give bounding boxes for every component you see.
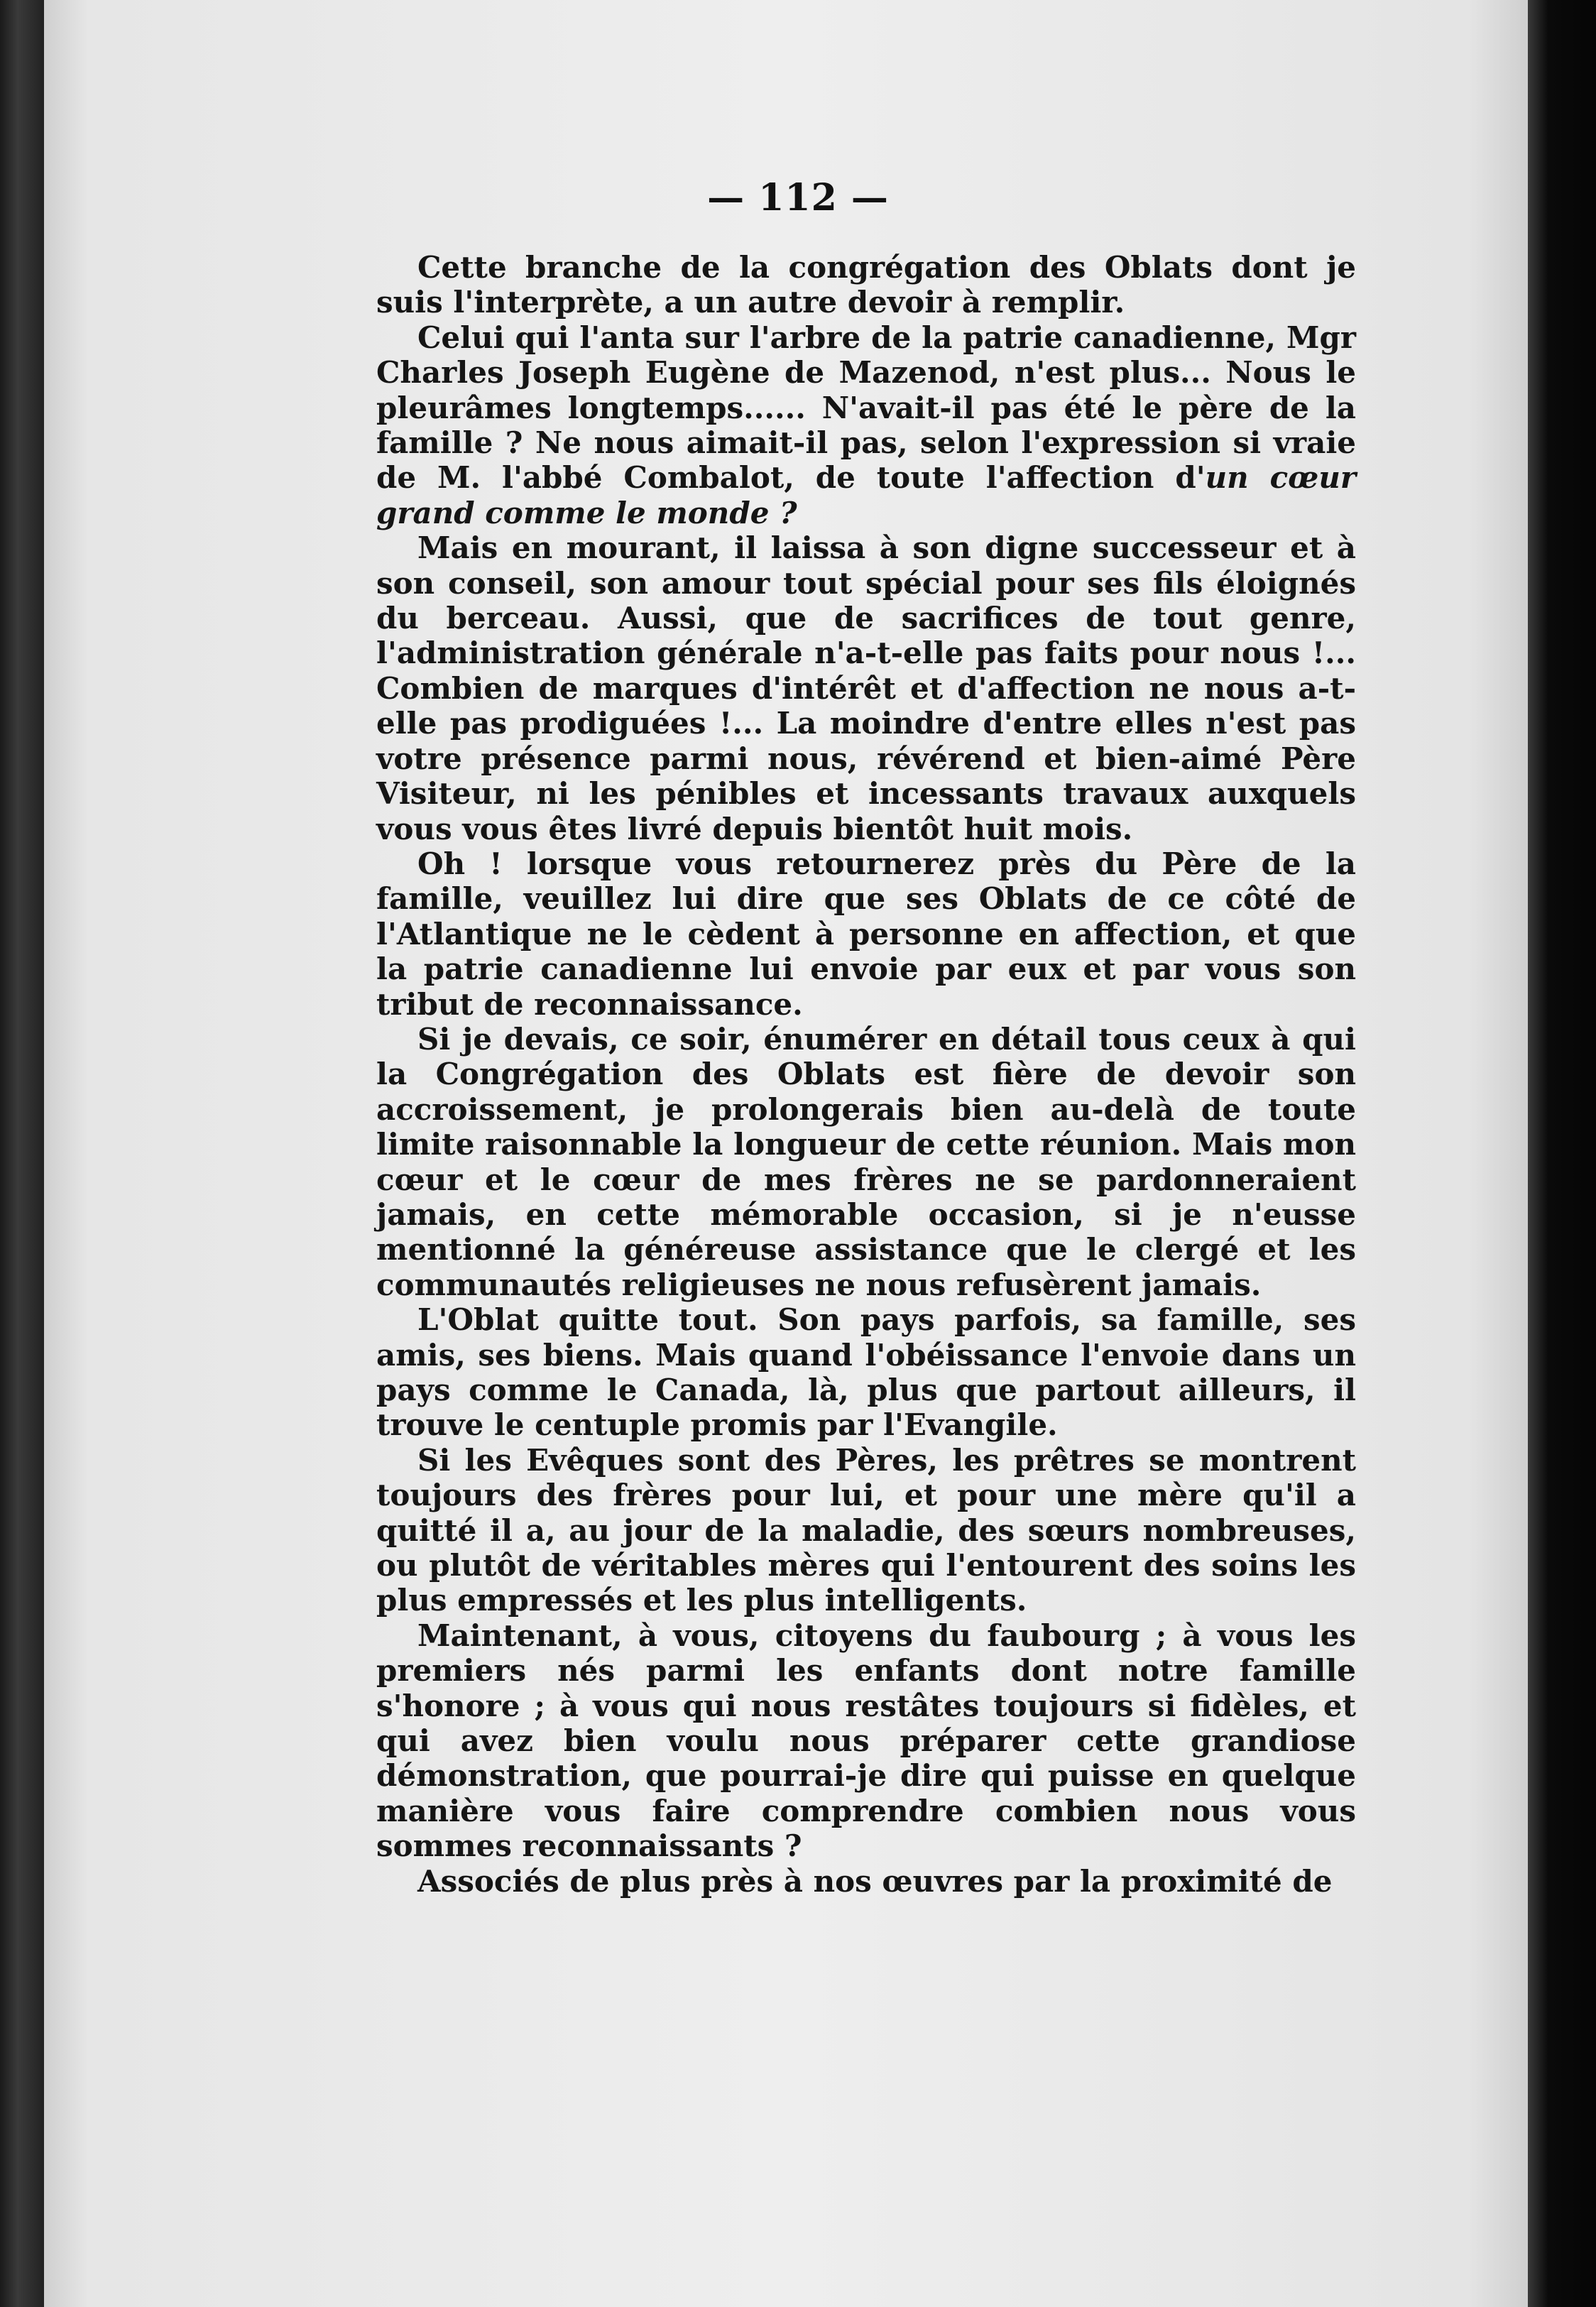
- paragraph: Maintenant, à vous, citoyens du faubourg ; à vous les premiers nés parmi les enfants dont notre famille s'honore ; à vous qui nous restâtes toujours si fidèles, et qui avez bien voulu nous préparer cette grandiose démonstration, que pourrai-je dire qui puisse en quelque manière vous faire comprendre combien nous vous sommes reconnaissants ?: [376, 1618, 1356, 1864]
- left-binding-edge: [0, 0, 44, 2307]
- italic-quote: un cœur grand comme le monde ?: [376, 460, 1356, 530]
- right-binding-edge: [1528, 0, 1596, 2307]
- paragraph: Si les Evêques sont des Pères, les prêtres se montrent toujours des frères pour lui, et pour une mère qu'il a quitté il a, au jour de la maladie, des sœurs nombreuses, ou plutôt de véritables mères qui l'entourent des soins les plus empressés et les plus intelligents.: [376, 1442, 1356, 1618]
- page-number: — 112 —: [707, 176, 889, 219]
- paragraph: Si je devais, ce soir, énumérer en détail tous ceux à qui la Congrégation des Oblats est fière de devoir son accroissement, je prolongerais bien au-delà de toute limite raisonnable la longueur de cette réunion. Mais mon cœur et le cœur de mes frères ne se pardonneraient jamais, en cette mémorable occasion, si je n'eusse mentionné la généreuse assistance que le clergé et les communautés religieuses ne nous refusèrent jamais.: [376, 1021, 1356, 1302]
- body-text: [376, 250, 1356, 1899]
- paragraph: Celui qui l'anta sur l'arbre de la patrie canadienne, Mgr Charles Joseph Eugène de Mazenod, n'est plus... Nous le pleurâmes longtemps...... N'avait-il pas été le père de la famille ? Ne nous aimait-il pas, selon l'expression si vraie de M. l'abbé Combalot, de toute l'affection d'un cœur grand comme le monde ?: [376, 320, 1356, 530]
- paragraph: L'Oblat quitte tout. Son pays parfois, sa famille, ses amis, ses biens. Mais quand l'obéissance l'envoie dans un pays comme le Canada, là, plus que partout ailleurs, il trouve le centuple promis par l'Evangile.: [376, 1302, 1356, 1443]
- paragraph: Mais en mourant, il laissa à son digne successeur et à son conseil, son amour tout spécial pour ses fils éloignés du berceau. Aussi, que de sacrifices de tout genre, l'administration générale n'a-t-elle pas faits pour nous !... Combien de marques d'intérêt et d'affection ne nous a-t-elle pas prodiguées !... La moindre d'entre elles n'est pas votre présence parmi nous, révérend et bien-aimé Père Visiteur, ni les pénibles et incessants travaux auxquels vous vous êtes livré depuis bientôt huit mois.: [376, 530, 1356, 846]
- paragraph: Cette branche de la congrégation des Oblats dont je suis l'interprète, a un autre devoir à remplir.: [376, 250, 1356, 320]
- paragraph: Associés de plus près à nos œuvres par la proximité de: [417, 1863, 1333, 1899]
- paragraph: Oh ! lorsque vous retournerez près du Père de la famille, veuillez lui dire que ses Oblats de ce côté de l'Atlantique ne le cèdent à personne en affection, et que la patrie canadienne lui envoie par eux et par vous son tribut de reconnaissance.: [376, 846, 1356, 1022]
